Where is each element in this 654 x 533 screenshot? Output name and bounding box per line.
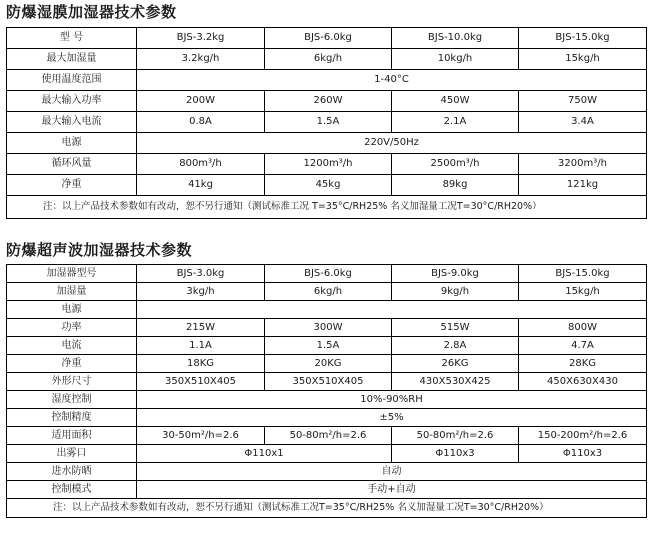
cell-value: 1.1A (137, 337, 265, 355)
header-model-label: 加湿器型号 (7, 265, 137, 283)
row-label: 净重 (7, 175, 137, 196)
membrane-humidifier-spec-table (6, 27, 647, 219)
row-label: 功率 (7, 319, 137, 337)
table-row (7, 481, 647, 499)
ultrasonic-humidifier-spec-table (6, 264, 647, 518)
cell-value: 450W (392, 91, 519, 112)
cell-value: 3200m³/h (519, 154, 647, 175)
cell-value: 30-50m²/h=2.6 (137, 427, 265, 445)
cell-value: 3.2kg/h (137, 49, 265, 70)
cell-value: 1.5A (265, 337, 392, 355)
table-note-row (7, 196, 647, 219)
header-model-1: BJS-3.2kg (137, 28, 265, 49)
table-row (7, 337, 647, 355)
table-row (7, 373, 647, 391)
cell-value: 26KG (392, 355, 519, 373)
cell-value: 1.5A (265, 112, 392, 133)
cell-value: 0.8A (137, 112, 265, 133)
cell-value: 20KG (265, 355, 392, 373)
table-row (7, 319, 647, 337)
table-row (7, 175, 647, 196)
table2-note: 注：以上产品技术参数如有改动，恕不另行通知（测试标准工况T=35°C/RH25% 名义加湿量工况T=30°C/RH20%） (7, 499, 647, 518)
table-row (7, 409, 647, 427)
row-label: 外形尺寸 (7, 373, 137, 391)
cell-value: Φ110x3 (519, 445, 647, 463)
row-label: 控制精度 (7, 409, 137, 427)
cell-value: 350X510X405 (265, 373, 392, 391)
cell-value-span: Φ110x1 (137, 445, 392, 463)
cell-value: 50-80m²/h=2.6 (265, 427, 392, 445)
cell-value: 800m³/h (137, 154, 265, 175)
row-label: 使用温度范围 (7, 70, 137, 91)
cell-value: 200W (137, 91, 265, 112)
cell-value: 515W (392, 319, 519, 337)
row-label: 适用面积 (7, 427, 137, 445)
cell-value: 450X630X430 (519, 373, 647, 391)
table-row-header (7, 265, 647, 283)
table-row-header (7, 28, 647, 49)
cell-value: 4.7A (519, 337, 647, 355)
table-row (7, 445, 647, 463)
cell-value-span: 手动+自动 (137, 481, 647, 499)
header-model-2: BJS-6.0kg (265, 265, 392, 283)
header-model-label: 型 号 (7, 28, 137, 49)
table-row (7, 112, 647, 133)
cell-value: Φ110x3 (392, 445, 519, 463)
cell-value: 15kg/h (519, 49, 647, 70)
cell-value: 1200m³/h (265, 154, 392, 175)
cell-value: 28KG (519, 355, 647, 373)
row-label: 进水防晒 (7, 463, 137, 481)
cell-value-span: 10%-90%RH (137, 391, 647, 409)
header-model-1: BJS-3.0kg (137, 265, 265, 283)
cell-value: 215W (137, 319, 265, 337)
row-label: 最大加湿量 (7, 49, 137, 70)
table-row (7, 70, 647, 91)
cell-value-span: ±5% (137, 409, 647, 427)
table-row (7, 283, 647, 301)
row-label: 电源 (7, 133, 137, 154)
cell-value: 50-80m²/h=2.6 (392, 427, 519, 445)
header-model-4: BJS-15.0kg (519, 265, 647, 283)
cell-value: 9kg/h (392, 283, 519, 301)
cell-value: 2.1A (392, 112, 519, 133)
cell-value: 45kg (265, 175, 392, 196)
header-model-3: BJS-10.0kg (392, 28, 519, 49)
header-model-3: BJS-9.0kg (392, 265, 519, 283)
cell-value: 6kg/h (265, 283, 392, 301)
table-row (7, 355, 647, 373)
cell-value-span (137, 301, 647, 319)
cell-value: 300W (265, 319, 392, 337)
cell-value-span: 220V/50Hz (137, 133, 647, 154)
cell-value: 800W (519, 319, 647, 337)
cell-value: 430X530X425 (392, 373, 519, 391)
table1-note: 注：以上产品技术参数如有改动，恕不另行通知（测试标准工况 T=35°C/RH25% 名义加湿量工况T=30°C/RH20%） (7, 196, 647, 219)
cell-value: 2.8A (392, 337, 519, 355)
cell-value-span: 1-40°C (137, 70, 647, 91)
row-label: 最大输入功率 (7, 91, 137, 112)
row-label: 湿度控制 (7, 391, 137, 409)
row-label: 循环风量 (7, 154, 137, 175)
table1-title: 防爆湿膜加湿器技术参数 (6, 3, 177, 21)
table-row (7, 133, 647, 154)
header-model-4: BJS-15.0kg (519, 28, 647, 49)
cell-value: 6kg/h (265, 49, 392, 70)
table2-title: 防爆超声波加湿器技术参数 (6, 241, 193, 259)
header-model-2: BJS-6.0kg (265, 28, 392, 49)
cell-value: 89kg (392, 175, 519, 196)
cell-value: 2500m³/h (392, 154, 519, 175)
row-label: 净重 (7, 355, 137, 373)
table-row (7, 49, 647, 70)
table-row (7, 154, 647, 175)
cell-value: 41kg (137, 175, 265, 196)
cell-value: 121kg (519, 175, 647, 196)
table-row (7, 391, 647, 409)
cell-value: 750W (519, 91, 647, 112)
table-note-row (7, 499, 647, 518)
row-label: 控制模式 (7, 481, 137, 499)
cell-value: 10kg/h (392, 49, 519, 70)
cell-value: 3.4A (519, 112, 647, 133)
cell-value: 18KG (137, 355, 265, 373)
cell-value: 3kg/h (137, 283, 265, 301)
cell-value: 150-200m²/h=2.6 (519, 427, 647, 445)
cell-value-span: 自动 (137, 463, 647, 481)
table-row (7, 91, 647, 112)
row-label: 加湿量 (7, 283, 137, 301)
row-label: 最大输入电流 (7, 112, 137, 133)
row-label: 电源 (7, 301, 137, 319)
cell-value: 15kg/h (519, 283, 647, 301)
table-row (7, 427, 647, 445)
row-label: 出雾口 (7, 445, 137, 463)
table-row (7, 463, 647, 481)
cell-value: 260W (265, 91, 392, 112)
cell-value: 350X510X405 (137, 373, 265, 391)
table-row (7, 301, 647, 319)
row-label: 电流 (7, 337, 137, 355)
